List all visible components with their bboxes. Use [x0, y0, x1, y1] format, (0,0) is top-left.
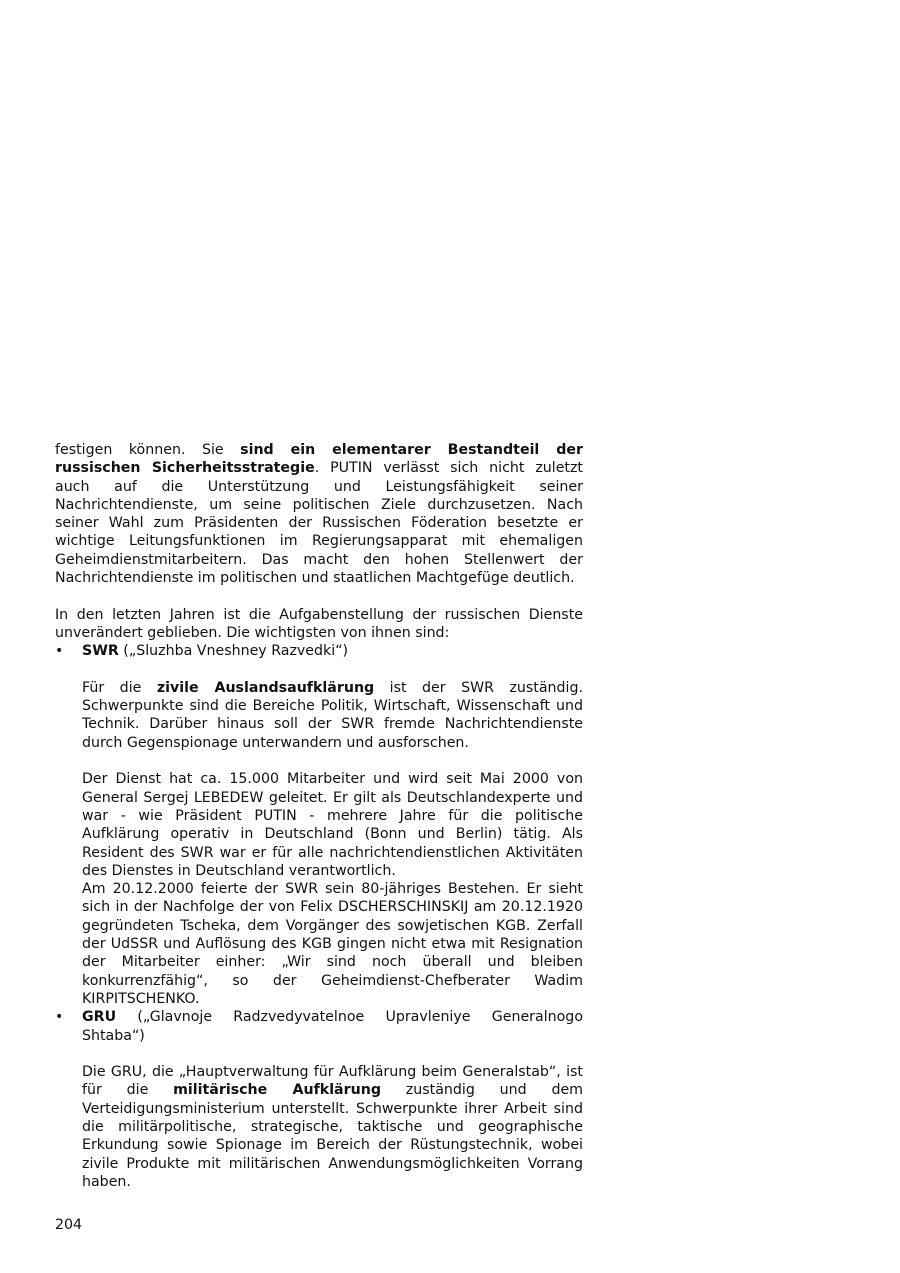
swr-paragraph-2: Der Dienst hat ca. 15.000 Mitarbeiter und wird seit Mai 2000 von General Sergej LEBEDEW geleitet. Er gilt als Deutschlandexperte und war - wie Präsident PUTIN - mehrere Jahre für die politische Aufklärung operativ in Deutschland (Bonn und Berlin) tätig. Als Resident des SWR war er für alle nachrichtendienstlichen Aktivitäten des Dienstes in Deutschland verantwortlich. — [82, 771, 583, 879]
swr-full-name: („Sluzhba Vneshney Razvedki“) — [118, 643, 349, 660]
swr-p1-rest: ist der SWR zuständig. Schwerpunkte sind die Bereiche Politik, Wirtschaft, Wissenschaft und Technik. Darüber hinaus soll der SWR fremde Nachrichtendienste durch Gegenspionage unterwandern und ausforschen. — [82, 679, 583, 751]
page-number: 204 — [55, 1217, 83, 1233]
swr-p1-bold: zivile Auslandsaufklärung — [156, 679, 375, 696]
swr-name: SWR — [82, 643, 119, 660]
swr-p1-start: Für die — [82, 679, 157, 696]
gru-p1-start: Die GRU, die „Hauptverwaltung für Aufklärung beim Generalstab“, ist für die — [82, 1064, 583, 1099]
gru-p1-bold: militärische Aufklärung — [173, 1082, 381, 1099]
intro-paragraph-1 — [55, 441, 583, 587]
swr-paragraph-1 — [82, 679, 583, 752]
body-text — [55, 441, 583, 1191]
gru-paragraph-1 — [82, 1063, 583, 1191]
bullet-icon: • — [55, 1009, 64, 1026]
gru-full-name: („Glavnoje Radzvedyvatelnoe Upravleniye Generalnogo Shtaba“) — [82, 1009, 583, 1044]
gru-p1-rest: zuständig und dem Verteidigungsministerium unterstellt. Schwerpunkte ihrer Arbeit sind die militärpolitische, strategische, taktische und geographische Erkundung sowie Spionage im Bereich der Rüstungstechnik, wobei zivile Produkte mit militärischen Anwendungsmöglichkeiten Vorrang haben. — [82, 1082, 583, 1190]
gru-name: GRU — [82, 1009, 117, 1026]
intro-p1-start: festigen können. Sie — [55, 442, 241, 458]
intro-paragraph-2: In den letzten Jahren ist die Aufgabenstellung der russischen Dienste unverändert geblieben. Die wichtigsten von ihnen sind: — [55, 606, 583, 641]
intro-p1-rest: . PUTIN verlässt sich nicht zuletzt auch auf die Unterstützung und Leistungsfähigkeit seiner Nachrichtendienste, um seine politischen Ziele durchzusetzen. Nach seiner Wahl zum Präsidenten der Russischen Föderation besetzte er wichtige Leitungsfunktionen im Regierungsapparat mit ehemaligen Geheimdienstmitarbeitern. Das macht den hohen Stellenwert der Nachrichtendienste im politischen und staatlichen Machtgefüge deutlich. — [55, 460, 583, 587]
intro-p1-bold: sind ein elementarer Bestandteil der russischen Sicherheitsstrategie — [55, 442, 584, 477]
swr-paragraph-3: Am 20.12.2000 feierte der SWR sein 80-jähriges Bestehen. Er sieht sich in der Nachfolge der von Felix DSCHERSCHINSKIJ am 20.12.1920 gegründeten Tscheka, dem Vorgänger des sowjetischen KGB. Zerfall der UdSSR und Auflösung des KGB gingen nicht etwa mit Resignation der Mitarbeiter einher: „Wir sind noch überall und bleiben konkurrenzfähig“, so der Geheimdienst-Chefberater Wadim KIRPITSCHENKO. — [82, 881, 583, 1007]
gru-heading — [55, 1008, 583, 1045]
bullet-icon: • — [55, 643, 64, 660]
swr-heading — [55, 642, 583, 660]
